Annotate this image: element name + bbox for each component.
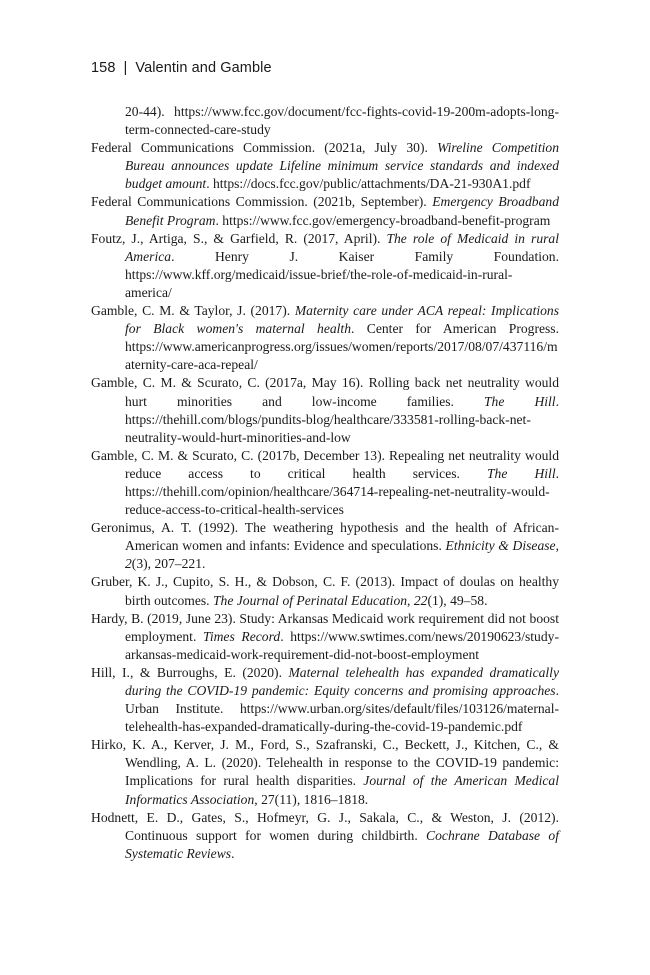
reference-text: . Henry J. Kaiser Family Foundation. https://www.kff.org/medicaid/issue-brief/the-role-of-medicaid-in-rural-america/ <box>125 248 559 300</box>
reference-entry <box>91 193 559 229</box>
reference-italic-text: The Hill <box>487 465 556 481</box>
reference-text: Hill, I., & Burroughs, E. (2020). <box>91 664 289 680</box>
running-head-authors: Valentin and Gamble <box>135 60 272 76</box>
reference-text: . https://www.fcc.gov/emergency-broadband-benefit-program <box>215 212 551 228</box>
reference-italic-text: Maternal telehealth has expanded dramatically during the COVID-19 pandemic: Equity concerns and promising approaches <box>125 664 559 698</box>
reference-text: , <box>555 538 559 554</box>
reference-italic-text: 22 <box>413 592 428 608</box>
reference-text: . https://www.swtimes.com/news/20190623/study-arkansas-medicaid-work-requirement-did-not-boost-employment <box>125 628 559 662</box>
header-separator: | <box>123 60 128 76</box>
reference-text: , <box>407 592 414 608</box>
reference-entry <box>91 610 559 664</box>
reference-text: Gruber, K. J., Cupito, S. H., & Dobson, C. F. (2013). Impact of doulas on healthy birth outcomes. <box>91 574 559 608</box>
reference-italic-text: Journal of the American Medical Informatics Association <box>125 773 559 807</box>
reference-italic-text: Maternity care under ACA repeal: Implications for Black women's maternal health <box>125 303 560 337</box>
page-number: 158 <box>91 60 116 76</box>
reference-text: Gamble, C. M. & Taylor, J. (2017). <box>91 303 295 319</box>
reference-entry <box>91 447 559 519</box>
reference-text: Gamble, C. M. & Scurato, C. (2017b, December 13). Repealing net neutrality would reduce access to critical health services. <box>91 447 559 481</box>
reference-italic-text: Cochrane Database of Systematic Reviews <box>125 827 559 861</box>
reference-text: . https://docs.fcc.gov/public/attachments/DA-21-930A1.pdf <box>206 176 531 192</box>
reference-entry <box>91 664 559 736</box>
reference-text: Hirko, K. A., Kerver, J. M., Ford, S., Szafranski, C., Beckett, J., Kitchen, C., & Wendling, A. L. (2020). Telehealth in response to the COVID-19 pandemic: Implications for rural health disparities. <box>91 737 559 789</box>
reference-text: Federal Communications Commission. (2021b, September). <box>91 194 433 210</box>
reference-text: Geronimus, A. T. (1992). The weathering hypothesis and the health of African-American women and infants: Evidence and speculations. <box>91 520 559 554</box>
reference-text: . <box>231 845 235 861</box>
reference-entry-continued <box>91 103 559 139</box>
reference-entry <box>91 809 559 863</box>
reference-italic-text: The Hill <box>484 393 556 409</box>
reference-text: Hardy, B. (2019, June 23). Study: Arkansas Medicaid work requirement did not boost employment. <box>91 610 559 644</box>
reference-text: Hodnett, E. D., Gates, S., Hofmeyr, G. J., Sakala, C., & Weston, J. (2012). Continuous support for women during childbirth. <box>91 809 559 843</box>
reference-italic-text: Wireline Competition Bureau announces update Lifeline minimum service standards and indexed budget amount <box>125 140 559 192</box>
reference-text: Gamble, C. M. & Scurato, C. (2017a, May 16). Rolling back net neutrality would hurt minorities and low-income families. <box>91 375 559 409</box>
reference-italic-text: Times Record <box>203 628 281 644</box>
reference-entry <box>91 519 559 573</box>
reference-text: Foutz, J., Artiga, S., & Garfield, R. (2017, April). <box>91 230 387 246</box>
reference-text: , 27(11), 1816–1818. <box>254 791 369 807</box>
reference-entry <box>91 302 559 374</box>
reference-text: (3), 207–221. <box>131 556 206 572</box>
reference-italic-text: 2 <box>125 556 132 572</box>
reference-entry <box>91 139 559 193</box>
reference-text: . Center for American Progress. https://www.americanprogress.org/issues/women/reports/2017/08/07/437116/maternity-care-aca-repeal/ <box>125 321 559 373</box>
reference-entry <box>91 230 559 302</box>
reference-entry <box>91 374 559 446</box>
reference-italic-text: Emergency Broadband Benefit Program <box>125 194 559 228</box>
reference-list <box>91 103 559 863</box>
reference-text: (1), 49–58. <box>427 592 488 608</box>
reference-text: . https://thehill.com/blogs/pundits-blog/healthcare/333581-rolling-back-net-neutrality-would-hurt-minorities-and-low <box>125 393 559 445</box>
running-head <box>91 60 272 76</box>
reference-entry <box>91 573 559 609</box>
reference-italic-text: Ethnicity & Disease <box>445 538 556 554</box>
reference-text: Federal Communications Commission. (2021a, July 30). <box>91 140 438 156</box>
reference-text: 20-44). https://www.fcc.gov/document/fcc-fights-covid-19-200m-adopts-long-term-connected-care-study <box>125 104 559 138</box>
reference-italic-text: The role of Medicaid in rural America <box>125 230 559 264</box>
reference-text: . Urban Institute. https://www.urban.org/sites/default/files/103126/maternal-telehealth-has-expanded-dramatically-during-the-covid-19-pandemic.pdf <box>125 683 559 735</box>
reference-entry <box>91 736 559 808</box>
reference-text: . https://thehill.com/opinion/healthcare/364714-repealing-net-neutrality-would-reduce-access-to-critical-health-services <box>125 465 560 518</box>
reference-italic-text: The Journal of Perinatal Education <box>212 592 408 608</box>
